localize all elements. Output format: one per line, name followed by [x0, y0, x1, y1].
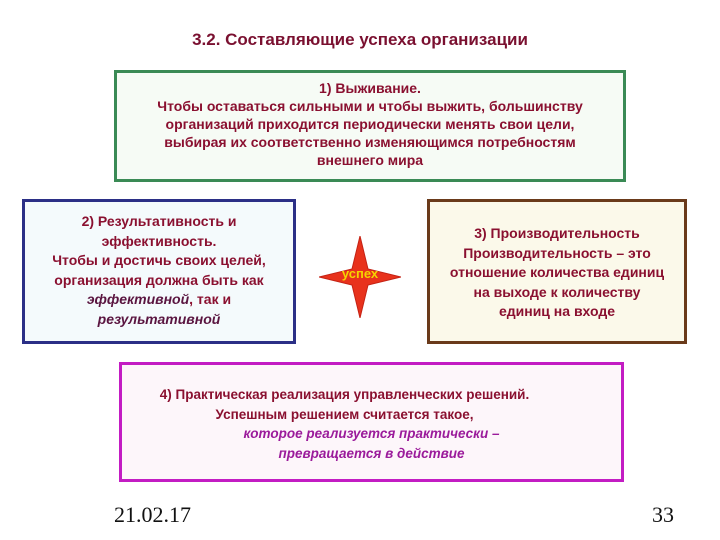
effectiveness-line — [25, 290, 293, 310]
effectiveness-heading: эффективность. — [101, 232, 217, 249]
success-label: успех — [341, 266, 379, 281]
survival-line: выбирая их соответственно изменяющимся потребностям — [164, 134, 576, 150]
survival-line: организаций приходится периодически менять свои цели, — [165, 116, 575, 132]
survival-heading: 1) Выживание. — [319, 80, 421, 96]
productivity-box — [427, 199, 687, 344]
effectiveness-heading: 2) Результативность и — [81, 213, 237, 229]
productivity-line: Производительность – это — [463, 244, 651, 261]
implementation-line: Успешным решением считается такое, — [215, 406, 474, 422]
resultative-italic: результативной — [97, 310, 221, 327]
implementation-heading: 4) Практическая реализация управленческих решений. — [159, 387, 530, 402]
effectiveness-line — [25, 310, 293, 330]
productivity-heading: 3) Производительность — [474, 225, 640, 241]
survival-box — [114, 70, 626, 182]
productivity-line: единиц на входе — [498, 303, 616, 319]
productivity-line: на выходе к количеству — [473, 283, 641, 300]
productivity-line: отношение количества единиц — [449, 264, 665, 280]
implementation-italic-line: превращается в действие — [278, 445, 465, 461]
effective-italic: эффективной — [86, 291, 190, 307]
effectiveness-line: организация должна быть как — [54, 271, 264, 288]
implementation-box — [119, 362, 624, 482]
slide-number: 33 — [652, 502, 674, 527]
slide-title: 3.2. Составляющие успеха организации — [192, 30, 528, 49]
implementation-italic-line: которое реализуется практически – — [243, 426, 500, 441]
effectiveness-line: Чтобы и достичь своих целей, — [52, 252, 266, 268]
effectiveness-tail: , так и — [189, 291, 232, 307]
effectiveness-box — [22, 199, 296, 344]
slide-date: 21.02.17 — [114, 502, 191, 527]
survival-line: Чтобы оставаться сильными и чтобы выжить, большинству — [157, 98, 583, 114]
survival-line: внешнего мира — [316, 152, 424, 168]
